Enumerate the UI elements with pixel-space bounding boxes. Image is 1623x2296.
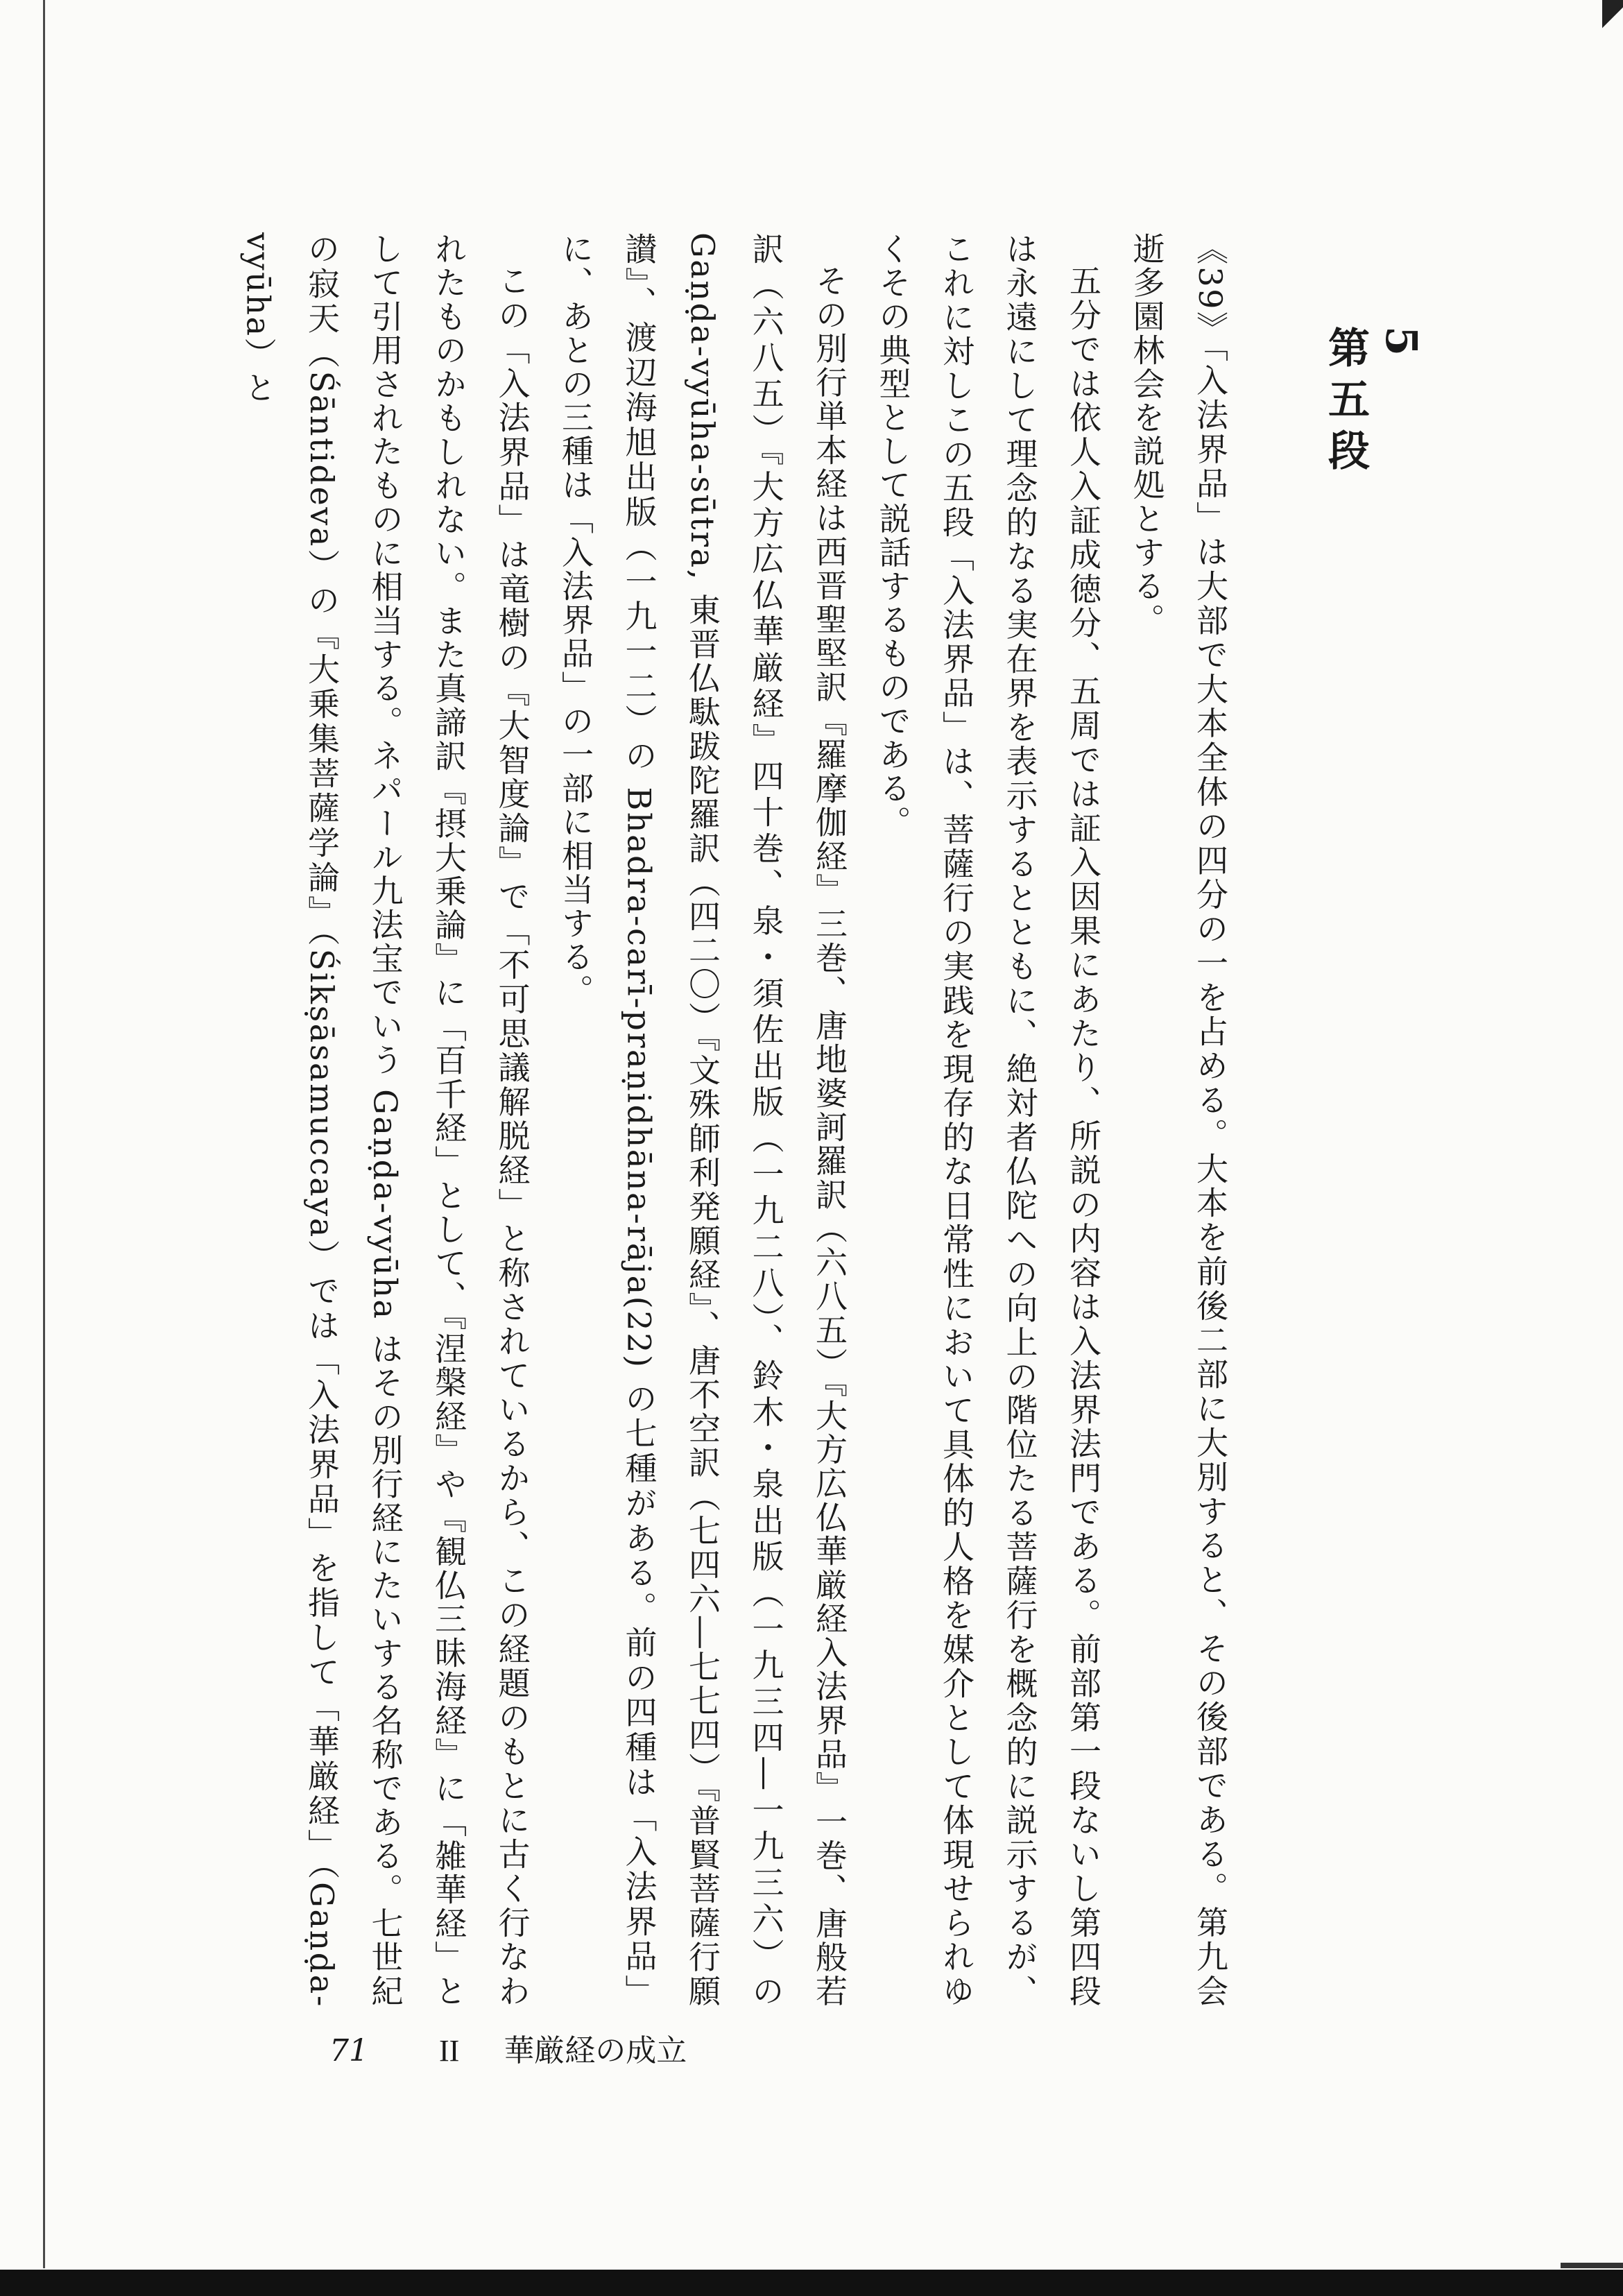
paragraph-titles: この「入法界品」は竜樹の『大智度論』で「不可思議解脱経」と称されているから、この経題のもとに古く行なわれたものかもしれない。また真諦訳『摂大乗論』に「百千経」として、『涅槃経』や『観仏三昧海経』に「雑華経」として引用されたものに相当する。ネパール九法宝でいう Gaṇḍa-vyūha はその別行経にたいする名称である。七世紀の寂天（Śāntideva）の『大乗集菩薩学論』（Śikṣāsamuccaya）では「入法界品」を指して「華厳経」（Gaṇḍa-vyūha）と: [239, 232, 531, 2008]
body-text: [239, 232, 1242, 2008]
paragraph-versions: その別行単本経は西晋聖堅訳『羅摩伽経』三巻、唐地婆訶羅訳（六八五）『大方広仏華厳経入法界品』一巻、唐般若訳（六八五）『大方広仏華厳経』四十巻、泉・須佐出版（一九二八）、鈴木・泉出版（一九三四―一九三六）の Gaṇḍa-vyūha-sūtra, 東晋仏駄跋陀羅訳（四二〇）『文殊師利発願経』、唐不空訳（七四六―七七四）『普賢菩薩行願讃』、渡辺海旭出版（一九一二）の Bhadra-carī-praṇidhāna-rāja(22) の七種がある。前の四種は「入法界品」に、あとの三種は「入法界品」の一部に相当する。: [557, 232, 848, 2008]
scan-bottom-edge: [0, 2270, 1623, 2296]
binding-edge-line: [43, 0, 45, 2268]
scan-corner-mark: [1602, 0, 1623, 49]
scan-edge-mark: [1561, 2263, 1623, 2268]
section-title: 第五段: [1321, 326, 1370, 480]
paragraph-intro: 《39》「入法界品」は大部で大本全体の四分の一を占める。大本を前後二部に大別すると、その後部である。第九会逝多園林会を説処とする。: [1128, 232, 1229, 2008]
section-number: 5: [1376, 326, 1427, 366]
page-footer: [329, 2025, 687, 2067]
paragraph-content: 五分では依人入証成徳分、五周では証入因果にあたり、所説の内容は入法界法門である。前部第一段ないし第四段は永遠にして理念的なる実在界を表示するとともに、絶対者仏陀への向上の階位たる菩薩行を概念的に説示するが、これに対しこの五段「入法界品」は、菩薩行の実践を現存的な日常性において具体的人格を媒介として体現せられゆくその典型として説話するものである。: [874, 232, 1102, 2008]
part-number: II: [439, 2034, 460, 2068]
section-heading: [1318, 326, 1429, 480]
page-number: 71: [329, 2033, 368, 2068]
running-title: 華厳経の成立: [504, 2033, 687, 2068]
